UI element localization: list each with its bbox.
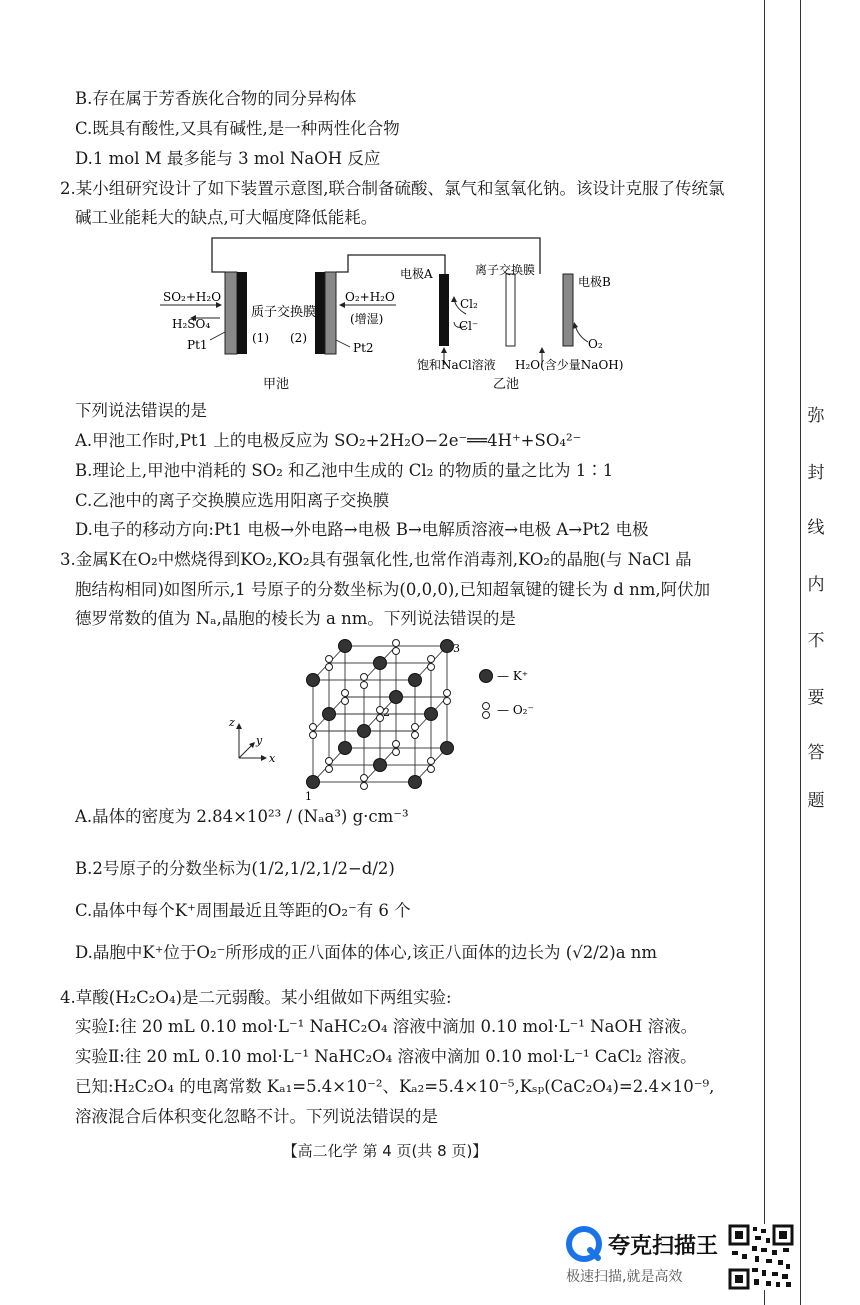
q4-experiment-2: 实验Ⅱ:往 20 mL 0.10 mol·L⁻¹ NaHC₂O₄ 溶液中滴加 0.10 mol·L⁻¹ CaCl₂ 溶液。 — [75, 1047, 697, 1066]
pt1-electrode — [225, 272, 237, 354]
q2-stem-line1: 2.某小组研究设计了如下装置示意图,联合制备硫酸、氯气和氢氧化钠。该设计克服了传统氯 — [60, 179, 725, 198]
q4-known: 已知:H₂C₂O₄ 的电离常数 Kₐ₁=5.4×10⁻²、Kₐ₂=5.4×10⁻⁵,Kₛₚ(CaC₂O₄)=2.4×10⁻⁹, — [75, 1077, 715, 1096]
legend-k-label: — K⁺ — [497, 669, 529, 683]
q3-option-d: D.晶胞中K⁺位于O₂⁻所形成的正八面体的体心,该正八面体的边长为 (√2/2)a nm — [75, 943, 658, 962]
electrode-b — [563, 274, 573, 346]
o2-label: O₂ — [588, 337, 603, 351]
q2-question: 下列说法错误的是 — [75, 401, 207, 420]
q3-stem-line1: 3.金属K在O₂中燃烧得到KO₂,KO₂具有强氧化性,也常作消毒剂,KO₂的晶胞(与 NaCl 晶 — [60, 550, 692, 569]
seal-char-4: 内 — [807, 575, 825, 595]
q2-option-d: D.电子的移动方向:Pt1 电极→外电路→电极 B→电解质溶液→电极 A→Pt2 电极 — [75, 520, 649, 539]
region-2-label: (2) — [290, 331, 307, 345]
seal-char-7: 答 — [807, 743, 825, 763]
seal-char-5: 不 — [807, 631, 825, 651]
seal-char-8: 题 — [807, 791, 825, 811]
seal-char-6: 要 — [807, 688, 825, 708]
cl2-label: Cl₂ — [460, 297, 478, 311]
binding-line-left — [764, 0, 765, 1305]
q4-stem: 4.草酸(H₂C₂O₄)是二元弱酸。某小组做如下两组实验: — [60, 988, 452, 1007]
axis-x-label: x — [269, 752, 276, 765]
legend-o2-label: — O₂⁻ — [497, 703, 534, 717]
q3-stem-line2: 胞结构相同)如图所示,1 号原子的分数坐标为(0,0,0),已知超氧键的键长为 d nm,阿伏加 — [75, 580, 711, 599]
q3-option-c: C.晶体中每个K⁺周围最近且等距的O₂⁻有 6 个 — [75, 901, 411, 920]
page-footer: 【高二化学 第 4 页(共 8 页)】 — [282, 1142, 488, 1160]
cl-ion-label: Cl⁻ — [459, 319, 479, 333]
q2-stem-line2: 碱工业能耗大的缺点,可大幅度降低能耗。 — [75, 208, 378, 227]
q2-option-b: B.理论上,甲池中消耗的 SO₂ 和乙池中生成的 Cl₂ 的物质的量之比为 1∶1 — [75, 461, 614, 480]
electrode-a-label: 电极A — [400, 267, 433, 281]
q1-option-b: B.存在属于芳香族化合物的同分异构体 — [75, 89, 357, 108]
humid-label: (增湿) — [350, 312, 384, 326]
o2-h2o-label: O₂+H₂O — [345, 290, 395, 304]
q4-experiment-1: 实验Ⅰ:往 20 mL 0.10 mol·L⁻¹ NaHC₂O₄ 溶液中滴加 0.10 mol·L⁻¹ NaOH 溶液。 — [75, 1017, 698, 1036]
atom-1-label: 1 — [305, 790, 312, 803]
legend-o2-icon-bottom — [483, 712, 490, 719]
q3-option-a: A.晶体的密度为 2.84×10²³ / (Nₐa³) g·cm⁻³ — [75, 807, 409, 826]
pt2-label: Pt2 — [353, 341, 374, 355]
h2so4-label: H₂SO₄ — [172, 317, 211, 331]
so2-h2o-label: SO₂+H₂O — [163, 290, 222, 304]
seal-char-2: 封 — [807, 463, 825, 483]
electrode-a — [439, 274, 449, 346]
q4-question: 溶液混合后体积变化忽略不计。下列说法错误的是 — [75, 1107, 438, 1126]
ion-membrane-label: 离子交换膜 — [475, 263, 536, 277]
scanner-brand: 夸克扫描王 — [608, 1234, 719, 1259]
atom-2-label: 2 — [383, 706, 390, 719]
legend-o2-icon-top — [483, 703, 490, 710]
atom-3-label: 3 — [453, 642, 460, 655]
q3-option-b: B.2号原子的分数坐标为(1/2,1/2,1/2−d/2) — [75, 859, 395, 878]
q1-option-c: C.既具有酸性,又具有碱性,是一种两性化合物 — [75, 119, 400, 138]
seal-char-3: 线 — [807, 518, 825, 538]
scanner-slogan: 极速扫描,就是高效 — [566, 1269, 683, 1285]
cell-yi-label: 乙池 — [493, 377, 520, 392]
axis-y-label: y — [256, 734, 263, 747]
cell-jia-label: 甲池 — [263, 377, 290, 392]
pt1-label: Pt1 — [187, 338, 208, 352]
membrane-1 — [237, 272, 247, 354]
nacl-label: 饱和NaCl溶液 — [417, 358, 496, 372]
seal-char-1: 弥 — [807, 406, 825, 426]
legend-k-icon — [480, 670, 493, 683]
ion-exchange-membrane — [506, 274, 515, 346]
q1-option-d: D.1 mol M 最多能与 3 mol NaOH 反应 — [75, 149, 381, 168]
scanner-logo-icon — [566, 1226, 602, 1262]
water-label: H₂O(含少量NaOH) — [515, 358, 624, 372]
q2-option-a: A.甲池工作时,Pt1 上的电极反应为 SO₂+2H₂O−2e⁻══4H⁺+SO₄²⁻ — [75, 431, 582, 450]
axis-z-label: z — [229, 716, 235, 729]
membrane-label: 质子交换膜 — [251, 305, 317, 320]
q3-stem-line3: 德罗常数的值为 Nₐ,晶胞的棱长为 a nm。下列说法错误的是 — [75, 609, 516, 628]
crystal-cell-diagram — [225, 632, 555, 803]
q2-option-c: C.乙池中的离子交换膜应选用阳离子交换膜 — [75, 491, 390, 510]
region-1-label: (1) — [252, 331, 269, 345]
binding-line-right — [800, 0, 801, 1305]
membrane-2 — [315, 272, 325, 354]
electrode-b-label: 电极B — [578, 275, 611, 289]
electrolysis-diagram — [150, 230, 650, 400]
pt2-electrode — [325, 272, 336, 354]
qr-code — [728, 1224, 794, 1290]
